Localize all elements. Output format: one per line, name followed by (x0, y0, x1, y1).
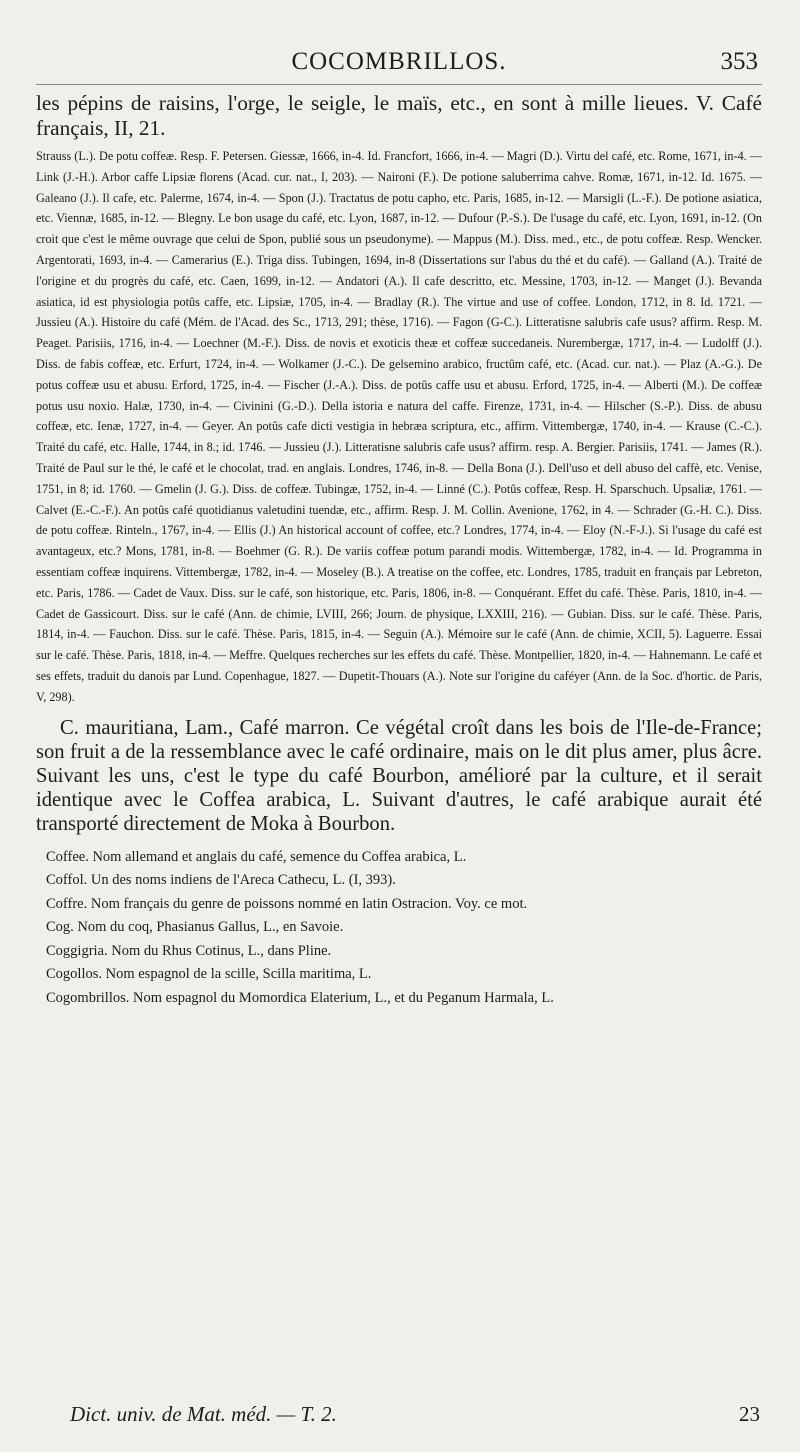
entry-text: Nom espagnol du Momordica Elaterium, L., et du Peganum Harmala, L. (133, 989, 554, 1006)
dictionary-entry (36, 893, 762, 917)
entry-term: Cog. (46, 919, 74, 936)
entry-term: Cogombrillos. (46, 989, 130, 1006)
page-footer (70, 1402, 760, 1432)
dictionary-entry (36, 987, 762, 1011)
entry-text: Nom français du genre de poissons nommé en latin Ostracion. Voy. ce mot. (90, 895, 528, 912)
entry-text: Nom du Rhus Cotinus, L., dans Pline. (111, 942, 332, 959)
entry-term: Cogollos. (46, 966, 102, 983)
running-head: COCOMBRILLOS. (291, 48, 507, 75)
mauritiana-paragraph: C. mauritiana, Lam., Café marron. Ce végétal croît dans les bois de l'Ile-de-France; son fruit a de la ressemblance avec le café ordinaire, mais on le dit plus amer, plus âcre. Suivant les uns, c'est le type du café Bourbon, amélioré par la culture, et il serait identique avec le Coffea arabica, L. Suivant d'autres, le café arabique aurait été transporté directement de Moka à Bourbon. (36, 716, 762, 835)
sheet-number: 23 (739, 1402, 760, 1426)
intro-paragraph: les pépins de raisins, l'orge, le seigle, le maïs, etc., en sont à mille lieues. V. Café français, II, 21. (36, 91, 762, 140)
bibliography-block: Strauss (L.). De potu coffeæ. Resp. F. Petersen. Giessæ, 1666, in-4. Id. Francfort, 1666, in-4. — Magri (D.). Virtu del café, etc. Rome, 1671, in-4. — Link (J.-H.). Arbor caffe Lipsiæ florens (Acad. cur. nat., I, 203). — Naironi (F.). De potione saluberrima cahve. Romæ, 1671, in-12. Id. 1675. — Galeano (J.). Il cafe, etc. Palerme, 1674, in-4. — Spon (J.). Tractatus de potu capho, etc. Paris, 1685, in-12. — Marsigli (L.-F.). De potione asiatica, etc. Viennæ, 1685, in-12. — Blegny. Le bon usage du café, etc. Lyon, 1687, in-12. — Dufour (P.-S.). De l'usage du café, etc. Lyon, 1691, in-12. (On croit que c'est le même ouvrage que celui de Spon, publié sous un pseudonyme). — Mappus (M.). Diss. med., etc., de potu coffeæ. Resp. Wencker. Argentorati, 1693, in-4. — Camerarius (E.). Triga diss. Tubingen, 1694, in-8 (Dissertations sur l'abus du thé et du café). — Galland (A.). Traité de l'origine et du progrès du café, etc. Caen, 1699, in-12. — Andatori (A.). Il cafe descritto, etc. Messine, 1703, in-12. — Manget (J.). Bevanda asiatica, id est physiologia potûs caffe, etc. Lipsiæ, 1705, in-4. — Bradlay (R.). The virtue and use of coffee. London, 1712, in 8. Id. 1721. — Jussieu (A.). Histoire du café (Mém. de l'Acad. des Sc., 1713, 291; thèse, 1716). — Fagon (G-C.). Litteratisne salubris cafe usus? affirm. Resp. M. Peaget. Parisiis, 1716, in-4. — Loechner (M.-F.). Diss. de novis et exoticis theæ et coffeæ succedaneis. Nurembergæ, 1717, in-4. — Ludolff (J.). Diss. de fabis coffeæ, etc. Erfurt, 1724, in-4. — Wolkamer (J.-C.). De gelsemino arabico, fructûm café, etc. (Acad. cur. nat.). — Plaz (A.-G.). De potus coffeæ usu et abusu. Erford, 1725, in-4. — Fischer (J.-A.). Diss. de potûs caffe usu et abusu. Erford, 1725, in-4. — Alberti (M.). De coffeæ potus usu noxio. Halæ, 1730, in-4. — Civinini (G.-D.). Della istoria e natura del caffe. Firenze, 1731, in-4. — Hilscher (S.-P.). Diss. de abusu coffeæ, etc. Ienæ, 1727, in-4. — Geyer. An potûs cafe dicti vestigia in hebræa scriptura, etc., affirm. Vittembergæ, 1740, in-4. — Krause (C.-C.). Traité du café, etc. Halle, 1744, in 8.; id. 1746. — Jussieu (J.). Litteratisne salubris cafe usus? affirm. resp. A. Bergier. Parisiis, 1741. — James (R.). Traité de Paul sur le thé, le café et le chocolat, trad. en anglais. Londres, 1746, in-8. — Della Bona (J.). Dell'uso et dell abuso del caffè, etc. Venise, 1751, in 8; id. 1760. — Gmelin (J. G.). Diss. de coffeæ. Tubingæ, 1752, in-4. — Linné (C.). Potûs coffeæ, Resp. H. Sparschuch. Upsaliæ, 1761. — Calvet (E.-C.-F.). An potûs café quotidianus valetudini tuendæ, etc., affirm. Resp. J. M. Collin. Avenione, 1762, in 4. — Schrader (G.-H. C.). Diss. de potu coffeæ. Rinteln., 1767, in-4. — Ellis (J.) An historical account of coffee, etc.? Londres, 1774, in-4. — Eloy (N.-F-J.). Si l'usage du café est avantageux, etc.? Mons, 1781, in-8. — Boehmer (G. R.). De variis coffeæ potum parandi modis. Wittembergæ, 1782, in-4. — Id. Programma in essentiam coffeæ inquirens. Vittembergæ, 1782, in-4. — Moseley (B.). A treatise on the coffee, etc. Londres, 1785, traduit en français par Lebreton, etc. Paris, 1786. — Cadet de Vaux. Diss. sur le café, son historique, etc. Paris, 1806, in-8. — Conquérant. Effet du café. Thèse. Paris, 1810, in-4. — Cadet de Gassicourt. Diss. sur le café (Ann. de chimie, LVIII, 266; Journ. de physique, LXXIII, 216). — Gubian. Diss. sur le café. Thèse. Paris, 1814, in-4. — Fauchon. Diss. sur le café. Thèse. Paris, 1815, in-4. — Seguin (A.). Mémoire sur le café (Ann. de chimie, XCII, 5). Laguerre. Essai sur le café. Thèse. Paris, 1818, in-4. — Meffre. Quelques recherches sur les effets du café. Thèse. Montpellier, 1820, in-4. — Hahnemann. Le café et ses effets, traduit du danois par Lund. Copenhague, 1827. — Dupetit-Thouars (A.). Note sur l'origine du caféyer (Ann. de la Soc. d'hortic. de Paris, V, 298). (36, 149, 762, 704)
dictionary-entry (36, 916, 762, 940)
dictionary-entry (36, 846, 762, 870)
entry-text: Nom allemand et anglais du café, semence du Coffea arabica, L. (92, 848, 467, 865)
page-header (36, 48, 762, 85)
dictionary-entries (36, 846, 762, 1011)
page-number: 353 (720, 48, 758, 75)
entry-term: Coffre. (46, 895, 88, 912)
dictionary-entry (36, 940, 762, 964)
entry-term: Coffol. (46, 872, 88, 889)
dictionary-entry (36, 963, 762, 987)
entry-text: Nom espagnol de la scille, Scilla maritima, L. (105, 966, 372, 983)
entry-text: Un des noms indiens de l'Areca Cathecu, L. (I, 393). (90, 872, 396, 889)
dictionary-entry (36, 869, 762, 893)
entry-text: Nom du coq, Phasianus Gallus, L., en Savoie. (77, 919, 344, 936)
entry-term: Coffee. (46, 848, 89, 865)
entry-term: Coggigria. (46, 942, 108, 959)
signature-mark: Dict. univ. de Mat. méd. — T. 2. (70, 1402, 337, 1426)
